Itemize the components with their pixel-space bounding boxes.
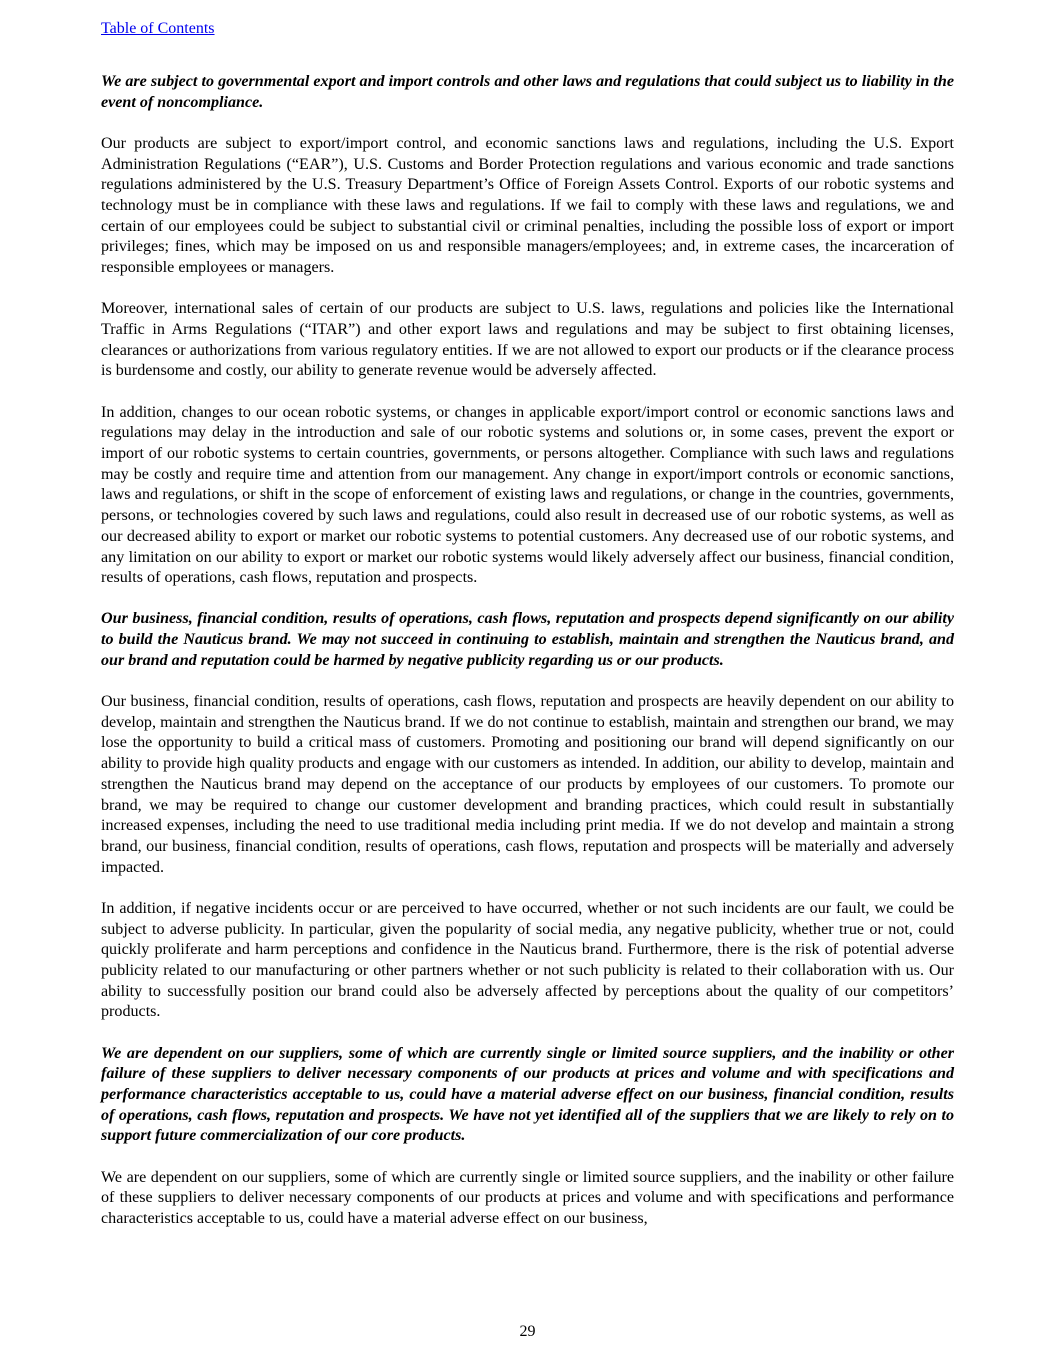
paragraph-brand-dependence: Our business, financial condition, results of operations, cash flows, reputation and prospects are heavily dependent on our ability to develop, maintain and strengthen the Nauticus brand. If we do not continue to establish, maintain and strengthen our brand, we may lose the opportunity to build a critical mass of customers. Promoting and positioning our brand will depend significantly on our ability to provide high quality products and engage with our customers as intended. In addition, our ability to develop, maintain and strengthen the Nauticus brand may depend on the acceptance of our products by employees of our customers. To promote our brand, we may be required to change our customer development and branding practices, which could result in substantially increased expenses, including the need to use traditional media including print media. If we do not develop and maintain a strong brand, our business, financial condition, results of operations, cash flows, reputation and prospects will be materially and adversely impacted.: [101, 693, 954, 876]
paragraph-changes-in-controls: In addition, changes to our ocean robotic systems, or changes in applicable export/import control or economic sanctions laws and regulations may delay in the introduction and sale of our robotic systems and solutions or, in some cases, prevent the export or import of our robotic systems to certain countries, governments, or persons altogether. Compliance with such laws and regulations may be costly and require time and attention from our management. Any change in export/import controls or economic sanctions, laws and regulations, or shift in the scope of enforcement of existing laws and regulations, or change in the countries, governments, persons, or technologies covered by such laws and regulations, could also result in decreased use of our robotic systems, as well as our decreased ability to export or market our robotic systems to potential customers. Any decreased use of our robotic systems, and any limitation on our ability to export or market our robotic systems would likely adversely affect our business, financial condition, results of operations, cash flows, reputation and prospects.: [101, 403, 954, 587]
paragraph-export-import-laws: Our products are subject to export/import control, and economic sanctions laws and regulations, including the U.S. Export Administration Regulations (“EAR”), U.S. Customs and Border Protection regulations and various economic and trade sanctions regulations administered by the U.S. Treasury Department’s Office of Foreign Assets Control. Exports of our robotic systems and technology must be in compliance with these laws and regulations. If we fail to comply with these laws and regulations, we and certain of our employees could be subject to substantial civil or criminal penalties, including the possible loss of export or import privileges; fines, which may be imposed on us and responsible managers/employees; and, in extreme cases, the incarceration of responsible employees or managers.: [101, 134, 954, 277]
table-of-contents-link[interactable]: Table of Contents: [101, 20, 215, 37]
paragraph-suppliers: We are dependent on our suppliers, some of which are currently single or limited source suppliers, and the inability or other failure of these suppliers to deliver necessary components of our products at prices and volume and with specifications and performance characteristics acceptable to us, could have a material adverse effect on our business,: [101, 1168, 954, 1228]
risk-heading-nauticus-brand: Our business, financial condition, results of operations, cash flows, reputation and prospects depend significantly on our ability to build the Nauticus brand. We may not succeed in continuing to establish, maintain and strengthen the Nauticus brand, and our brand and reputation could be harmed by negative publicity regarding us or our products.: [101, 610, 954, 669]
paragraph-adverse-publicity: In addition, if negative incidents occur or are perceived to have occurred, whether or not such incidents are our fault, we could be subject to adverse publicity. In particular, given the popularity of social media, any negative publicity, whether true or not, could quickly proliferate and harm perceptions and confidence in the Nauticus brand. Furthermore, there is the risk of potential adverse publicity related to our manufacturing or other partners whether or not such publicity is related to their collaboration with us. Our ability to successfully position our brand could also be adversely affected by perceptions about the quality of our competitors’ products.: [101, 899, 954, 1021]
risk-heading-export-controls: We are subject to governmental export and import controls and other laws and regulations that could subject us to liability in the event of noncompliance.: [101, 73, 954, 111]
paragraph-itar: Moreover, international sales of certain of our products are subject to U.S. laws, regulations and policies like the International Traffic in Arms Regulations (“ITAR”) and other export laws and regulations and may be subject to first obtaining licenses, clearances or authorizations from various regulatory entities. If we are not allowed to export our products or if the clearance process is burdensome and costly, our ability to generate revenue would be adversely affected.: [101, 300, 954, 380]
page-number: 29: [519, 1323, 536, 1340]
document-body: [101, 72, 954, 1250]
risk-heading-suppliers: We are dependent on our suppliers, some of which are currently single or limited source suppliers, and the inability or other failure of these suppliers to deliver necessary components of our products at prices and volume and with specifications and performance characteristics acceptable to us, could have a material adverse effect on our business, financial condition, results of operations, cash flows, reputation and prospects. We have not yet identified all of the suppliers that we are likely to rely on to support future commercialization of our core products.: [101, 1044, 954, 1145]
